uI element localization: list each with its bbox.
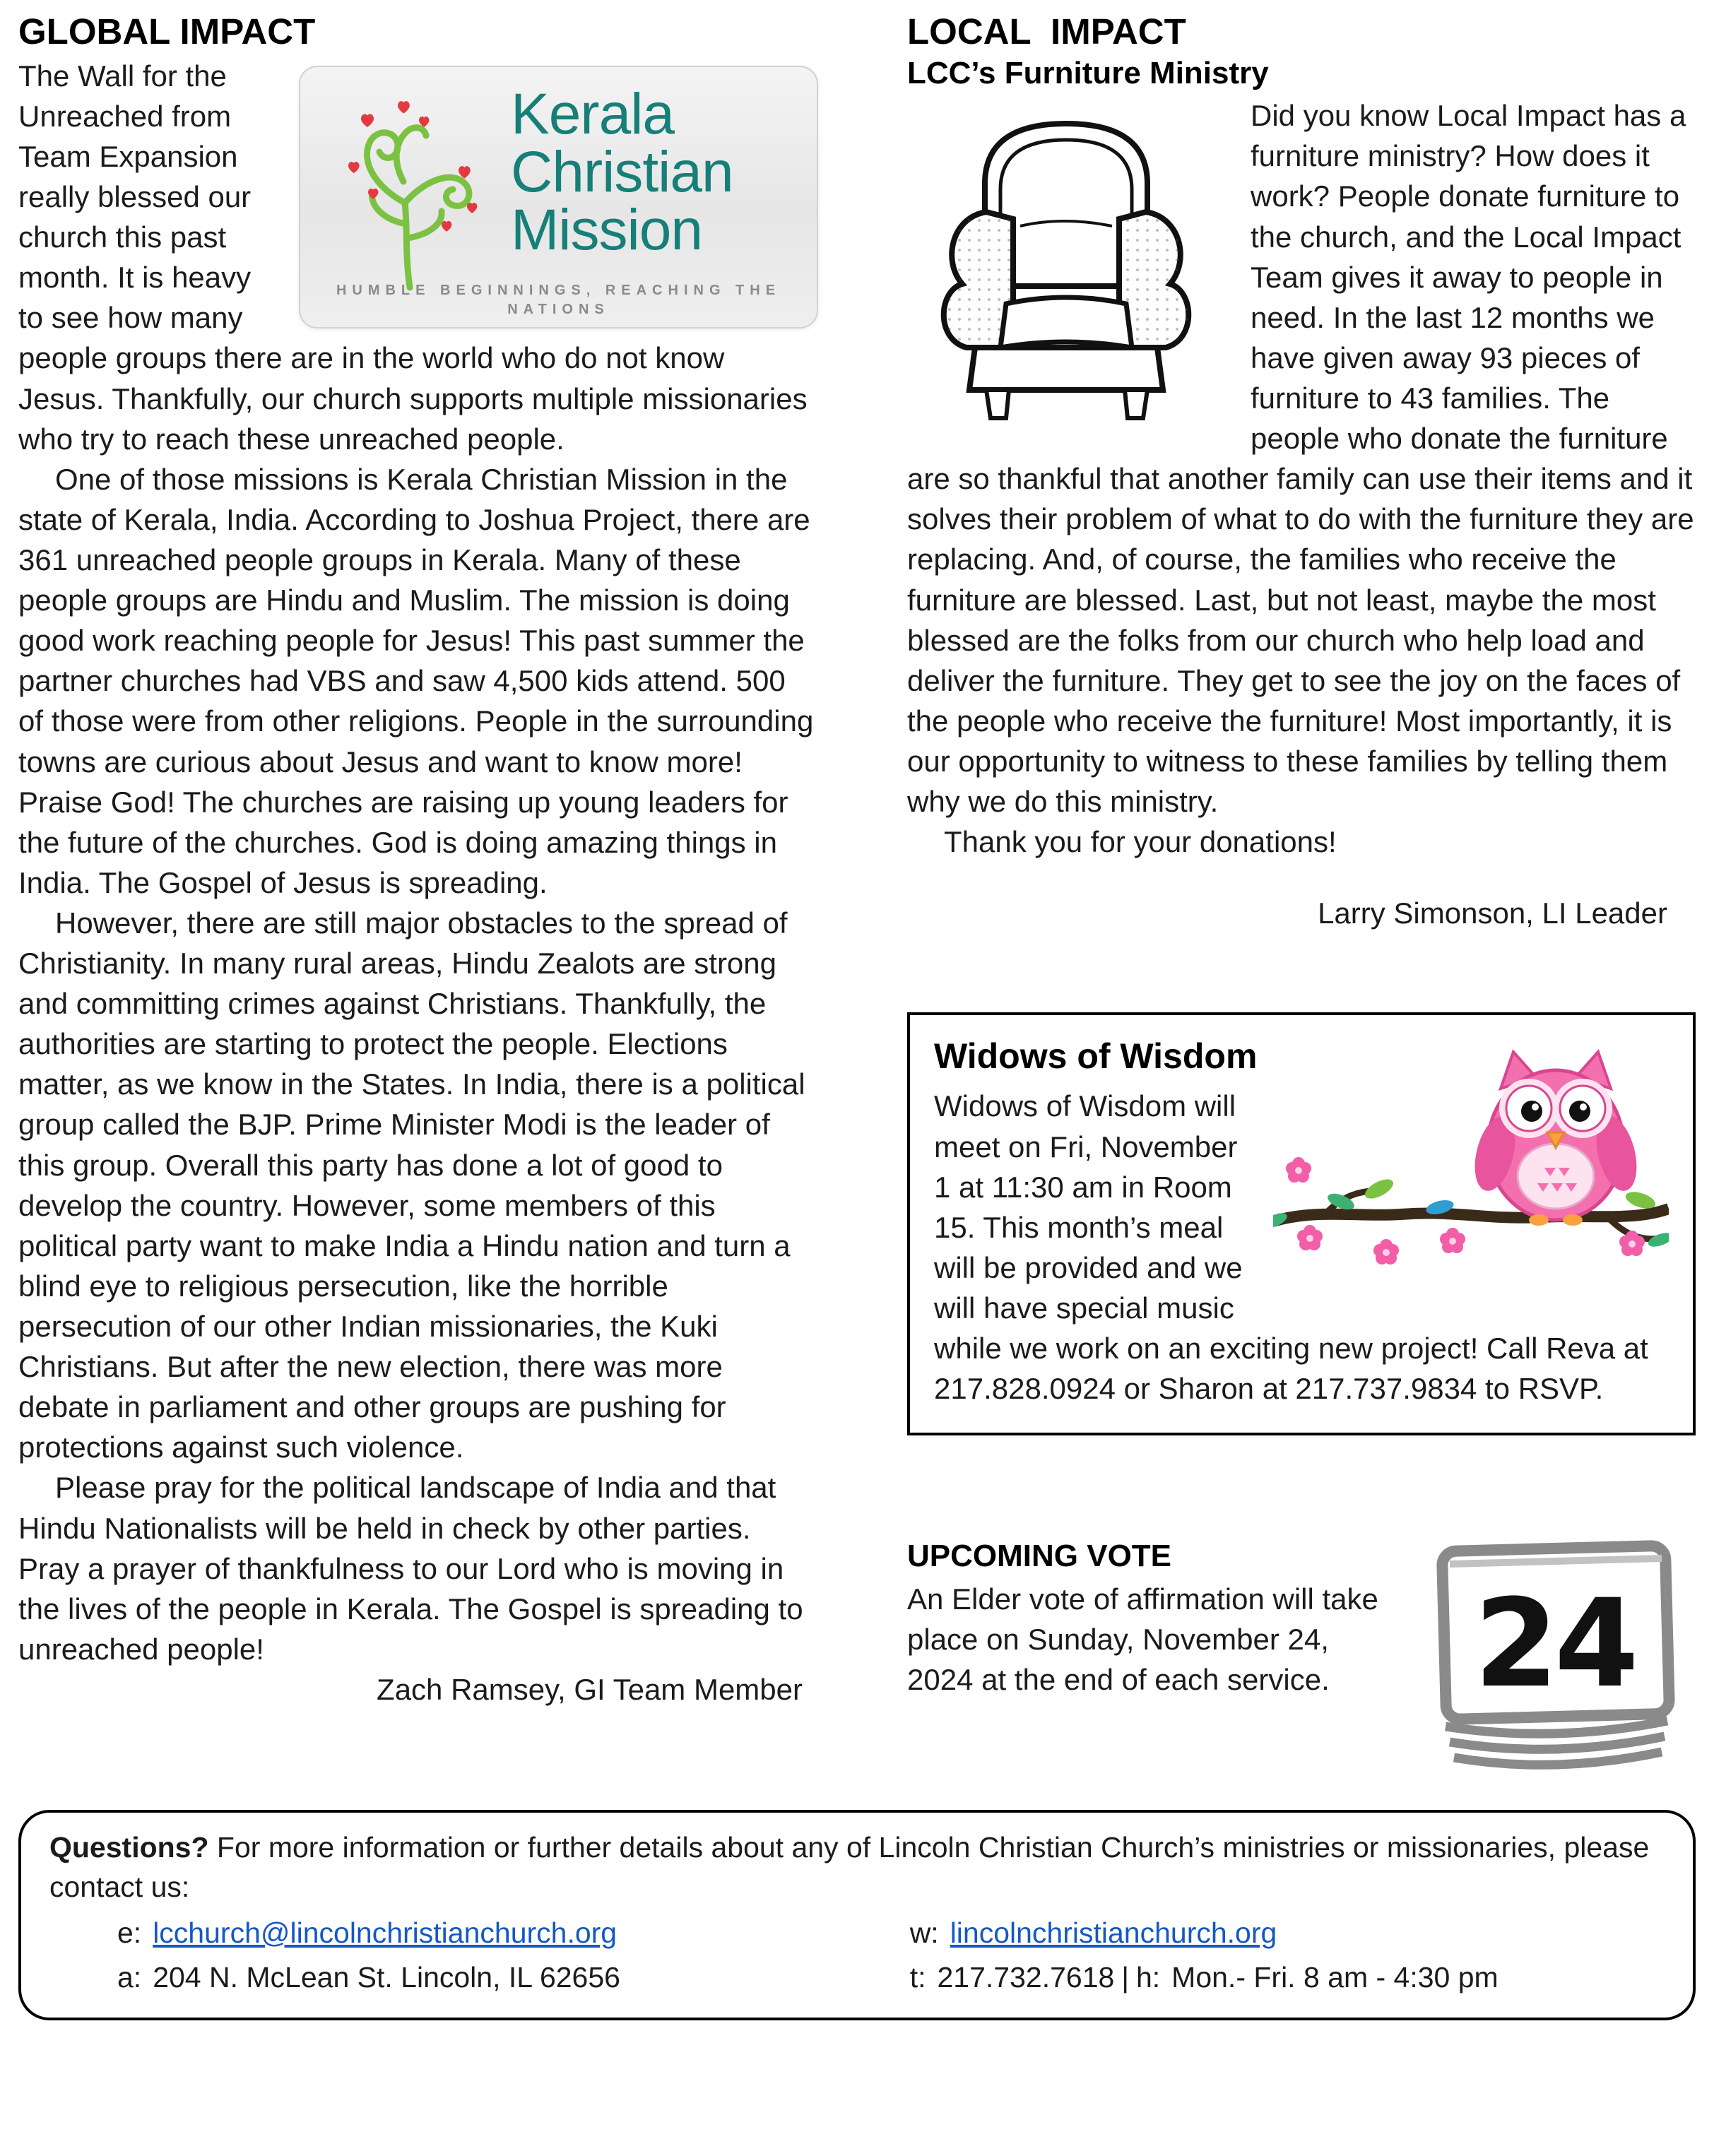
kerala-mission-logo	[299, 66, 818, 328]
contact-address-row	[117, 1958, 910, 1997]
local-impact-byline: Larry Simonson, LI Leader	[1318, 896, 1667, 930]
contact-grid	[49, 1914, 1665, 1998]
footer-intro-text: For more information or further details about any of Lincoln Christian Church’s ministries or missionaries, please contact us:	[49, 1831, 1650, 1903]
hours-label: h:	[1135, 1961, 1161, 1994]
website-link[interactable]: lincolnchristianchurch.org	[950, 1916, 1277, 1949]
local-impact-paragraph-2: Thank you for your donations!	[944, 825, 1337, 859]
right-column	[907, 11, 1696, 1789]
widows-body: Widows of Wisdom will meet on Fri, November 1 at 11:30 am in Room 15. This month’s meal will be provided and we will have special music while we work on an exciting new project! Call Reva at 217.828.0924 or Sharon at 217.737.9834 to RSVP.	[934, 1089, 1648, 1406]
phone-value: 217.732.7618	[937, 1961, 1115, 1994]
kerala-logo-tagline: HUMBLE BEGINNINGS, REACHING THE NATIONS	[336, 283, 781, 318]
address-label: a:	[117, 1961, 142, 1994]
global-impact-body	[18, 56, 818, 1710]
two-column-layout	[18, 11, 1696, 1789]
contact-phone-row	[910, 1958, 1665, 1997]
hours-value: Mon.- Fri. 8 am - 4:30 pm	[1171, 1961, 1499, 1994]
armchair-illustration	[907, 98, 1225, 432]
global-impact-paragraph-3: However, there are still major obstacles to the spread of Christianity. In many rural areas, Hindu Zealots are strong and committing crimes against Christians. Thankfully, the authorities are starting to protect the people. Elections matter, as we know in the States. In India, there is a political group called the BJP. Prime Minister Modi is the leader of this group. Overall this party has done a lot of good to develop the country. However, some members of this political party want to make India a Hindu nation and turn a blind eye to religious persecution, like the horrible persecution of our other Indian missionaries, the Kuki Christians. But after the new election, there was more debate in parliament and other groups are pushing for protections against such violence.	[18, 906, 805, 1464]
email-link[interactable]: lcchurch@lincolnchristianchurch.org	[153, 1916, 617, 1949]
email-label: e:	[117, 1916, 142, 1949]
global-impact-paragraph-4: Please pray for the political landscape of India and that Hindu Nationalists will be held in check by other parties. Pray a prayer of thankfulness to our Lord who is moving in the lives of the people in Kerala. The Gospel is spreading to unreached people!	[18, 1471, 803, 1666]
upcoming-vote-section	[907, 1539, 1696, 1789]
address-value: 204 N. McLean St. Lincoln, IL 62656	[153, 1961, 620, 1994]
local-impact-title: LOCAL IMPACT	[907, 11, 1186, 52]
kerala-tree-icon	[307, 76, 505, 295]
widows-title: Widows of Wisdom	[934, 1036, 1258, 1077]
contact-web-row	[910, 1914, 1665, 1953]
owl-illustration	[1273, 1032, 1669, 1281]
upcoming-vote-body: An Elder vote of affirmation will take place on Sunday, November 24, 2024 at the end of each service.	[907, 1582, 1378, 1697]
calendar-icon	[1413, 1539, 1696, 1789]
kerala-logo-line2: Christian	[511, 139, 733, 204]
furniture-ministry-subtitle: LCC’s Furniture Ministry	[907, 55, 1269, 90]
global-impact-paragraph-1: The Wall for the Unreached from Team Expansion really blessed our church this past month. It is heavy to see how many people groups there are in the world who do not know Jesus. Thankfully, our church supports multiple missionaries who try to reach these unreached people.	[18, 59, 808, 456]
kerala-logo-line1: Kerala	[511, 81, 675, 146]
contact-footer	[18, 1810, 1696, 2020]
widows-of-wisdom-box	[907, 1012, 1696, 1435]
phone-label: t:	[909, 1961, 926, 1994]
contact-email-row	[117, 1914, 910, 1953]
web-label: w:	[909, 1916, 939, 1949]
kerala-logo-wordmark	[511, 81, 733, 262]
kerala-logo-line3: Mission	[511, 197, 702, 262]
upcoming-vote-title: UPCOMING VOTE	[907, 1539, 1172, 1574]
calendar-day: 24	[1474, 1572, 1635, 1715]
footer-intro	[49, 1828, 1665, 1907]
separator: |	[1121, 1961, 1129, 1994]
global-impact-section	[18, 11, 818, 1789]
owl-body-group	[1468, 1052, 1644, 1226]
global-impact-byline: Zach Ramsey, GI Team Member	[377, 1673, 803, 1707]
footer-questions-lead: Questions?	[49, 1831, 209, 1864]
global-impact-paragraph-2: One of those missions is Kerala Christian Mission in the state of Kerala, India. According to Joshua Project, there are 361 unreached people groups in Kerala. Many of these people groups are Hindu and Muslim. The mission is doing good work reaching people for Jesus! This past summer the partner churches had VBS and saw 4,500 kids attend. 500 of those were from other religions. People in the surrounding towns are curious about Jesus and want to know more! Praise God! The churches are raising up young leaders for the future of the churches. God is doing amazing things in India. The Gospel of Jesus is spreading.	[18, 462, 814, 899]
local-impact-body	[907, 95, 1696, 933]
local-impact-paragraph-1: Did you know Local Impact has a furniture ministry? How does it work? People donate furniture to the church, and the Local Impact Team gives it away to people in need. In the last 12 months we have given away 93 pieces of furniture to 43 families. The people who donate the furniture are so thankful that another family can use their items and it solves their problem of what to do with the furniture they are replacing. And, of course, the families who receive the furniture are blessed. Last, but not least, maybe the most blessed are the folks from our church who help load and deliver the furniture. They get to see the joy on the faces of the people who receive the furniture! Most importantly, it is our opportunity to witness to these families by telling them why we do this ministry.	[907, 99, 1694, 819]
global-impact-title: GLOBAL IMPACT	[18, 11, 316, 52]
